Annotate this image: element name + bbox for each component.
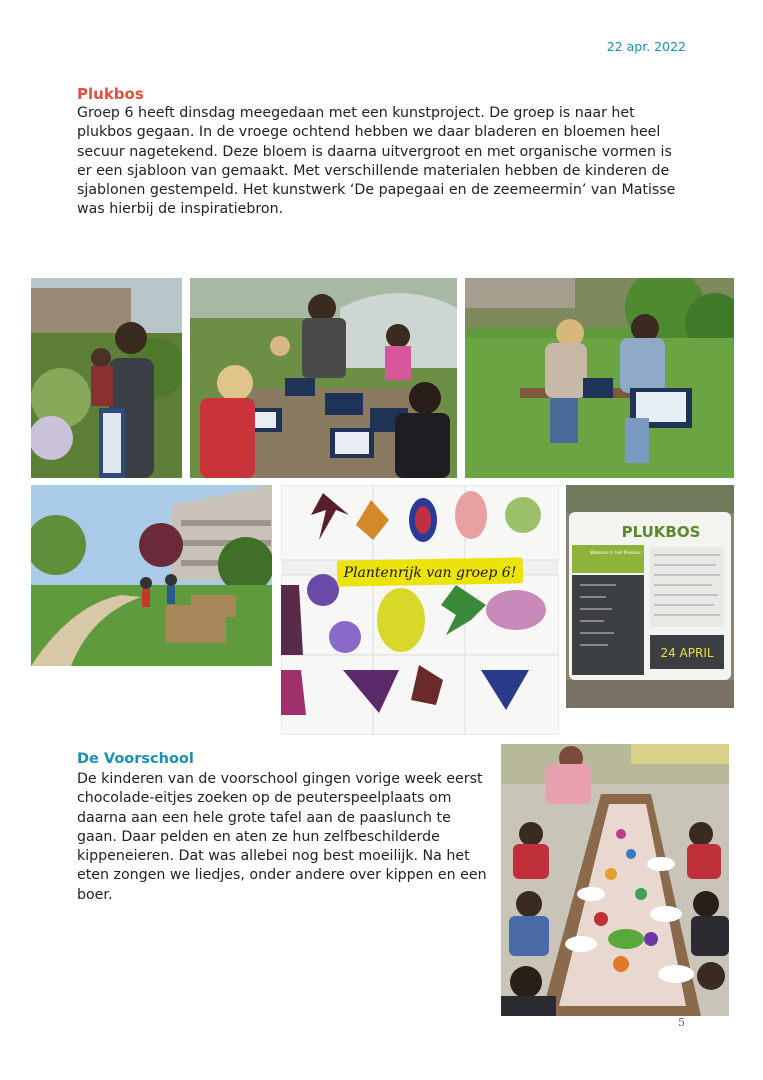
photo-boy-drawing	[31, 278, 182, 478]
date-label: 22 apr. 2022	[606, 39, 686, 54]
sign-heading: Welkom in het Plukbos	[590, 551, 641, 556]
sign-logo: PLUKBOS	[621, 523, 701, 541]
artwork-banner-text: Plantenrijk van groep 6!	[343, 565, 517, 581]
section-title-voorschool: De Voorschool	[77, 751, 194, 767]
photo-easter-lunch	[501, 744, 729, 1016]
section-title-plukbos: Plukbos	[77, 85, 144, 103]
section-text-plukbos: Groep 6 heeft dinsdag meegedaan met een kunstproject. De groep is naar het plukbos gegaan. In de vroege ochtend hebben we daar bladeren en bloemen heel secuur nagetekend. Deze bloem is daarna uitvergroot en met organische vormen is er een sjabloon van gemaakt. Met verschillende materialen hebben de kinderen de sjablonen gestempeld. Het kunstwerk ‘De papegaai en de zeemeermin’ van Matisse was hierbij de inspiratiebron.	[77, 105, 676, 218]
photo-girls-drawing	[465, 278, 734, 478]
photo-artwork-wall	[281, 485, 559, 735]
page-number: 5	[678, 1016, 685, 1029]
photo-children-at-table	[190, 278, 457, 478]
photo-plukbos-sign	[566, 485, 734, 708]
photo-schoolyard	[31, 485, 272, 666]
section-text-voorschool: De kinderen van de voorschool gingen vorige week eerst chocolade-eitjes zoeken op de peuterspeelplaats om daarna aan een hele grote tafel aan de paaslunch te gaan. Daar pelden en aten ze hun zelfbeschilderde kippeneieren. Dat was allebei nog best moeilijk. Na het eten zongen we liedjes, onder andere over kippen en een boer.	[77, 771, 487, 903]
sign-date: 24 APRIL	[660, 646, 714, 660]
